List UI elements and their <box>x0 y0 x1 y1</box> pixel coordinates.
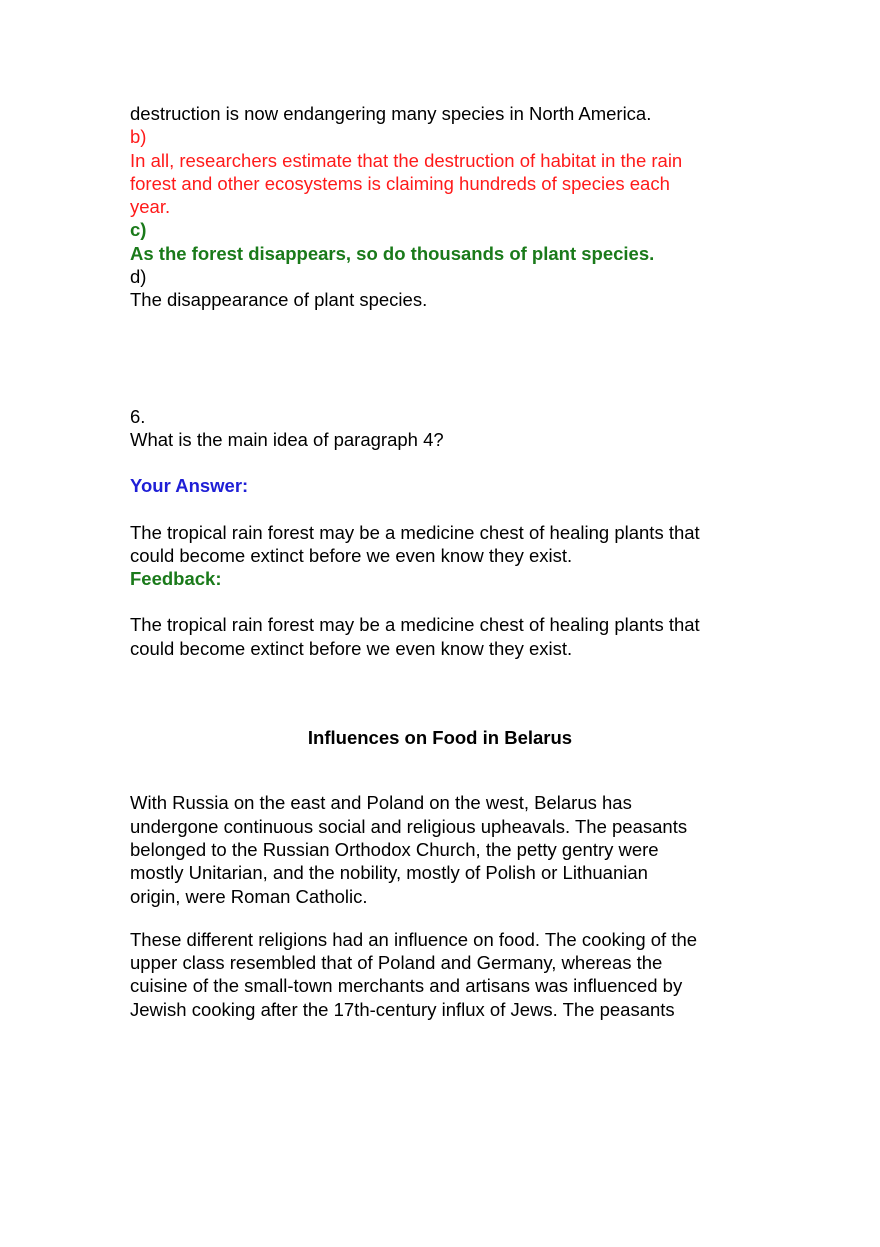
question-number: 6. <box>130 405 146 427</box>
spacer <box>130 590 770 613</box>
paragraph-line: origin, were Roman Catholic. <box>130 885 368 907</box>
paragraph-line: belonged to the Russian Orthodox Church, the petty gentry were <box>130 838 659 860</box>
article-title: Influences on Food in Belarus <box>307 727 573 749</box>
feedback-text: The tropical rain forest may be a medicine chest of healing plants that <box>130 614 700 636</box>
spacer <box>130 312 770 405</box>
answer-text: could become extinct before we even know they exist. <box>130 544 573 566</box>
paragraph-line: Jewish cooking after the 17th-century influx of Jews. The peasants <box>130 998 675 1020</box>
option-d-text: The disappearance of plant species. <box>130 289 428 311</box>
spacer <box>130 749 770 791</box>
option-b-label: b) <box>130 126 147 148</box>
option-c-label: c) <box>130 219 147 241</box>
question-text: What is the main idea of paragraph 4? <box>130 428 444 450</box>
spacer <box>130 451 770 474</box>
paragraph-line: These different religions had an influence on food. The cooking of the <box>130 928 698 950</box>
paragraph-line: With Russia on the east and Poland on the west, Belarus has <box>130 792 632 814</box>
paragraph-line: upper class resembled that of Poland and Germany, whereas the <box>130 952 663 974</box>
page-content <box>130 102 770 1021</box>
option-d-label: d) <box>130 266 147 288</box>
spacer <box>130 660 770 726</box>
option-b-text: year. <box>130 196 171 218</box>
option-b-text: In all, researchers estimate that the destruction of habitat in the rain <box>130 149 683 171</box>
spacer <box>130 908 770 928</box>
feedback-text: could become extinct before we even know they exist. <box>130 637 573 659</box>
your-answer-label: Your Answer: <box>130 475 249 497</box>
paragraph-line: undergone continuous social and religious upheavals. The peasants <box>130 815 688 837</box>
article-paragraph-2 <box>130 928 770 1021</box>
spacer <box>130 498 770 521</box>
option-b-text: forest and other ecosystems is claiming hundreds of species each <box>130 172 670 194</box>
answer-text: The tropical rain forest may be a medicine chest of healing plants that <box>130 521 700 543</box>
feedback-label: Feedback: <box>130 568 222 590</box>
previous-option-text: destruction is now endangering many species in North America. <box>130 103 652 124</box>
paragraph-line: cuisine of the small-town merchants and artisans was influenced by <box>130 975 683 997</box>
option-c-text: As the forest disappears, so do thousands of plant species. <box>130 242 655 264</box>
paragraph-line: mostly Unitarian, and the nobility, mostly of Polish or Lithuanian <box>130 862 648 884</box>
article-paragraph-1 <box>130 791 770 907</box>
